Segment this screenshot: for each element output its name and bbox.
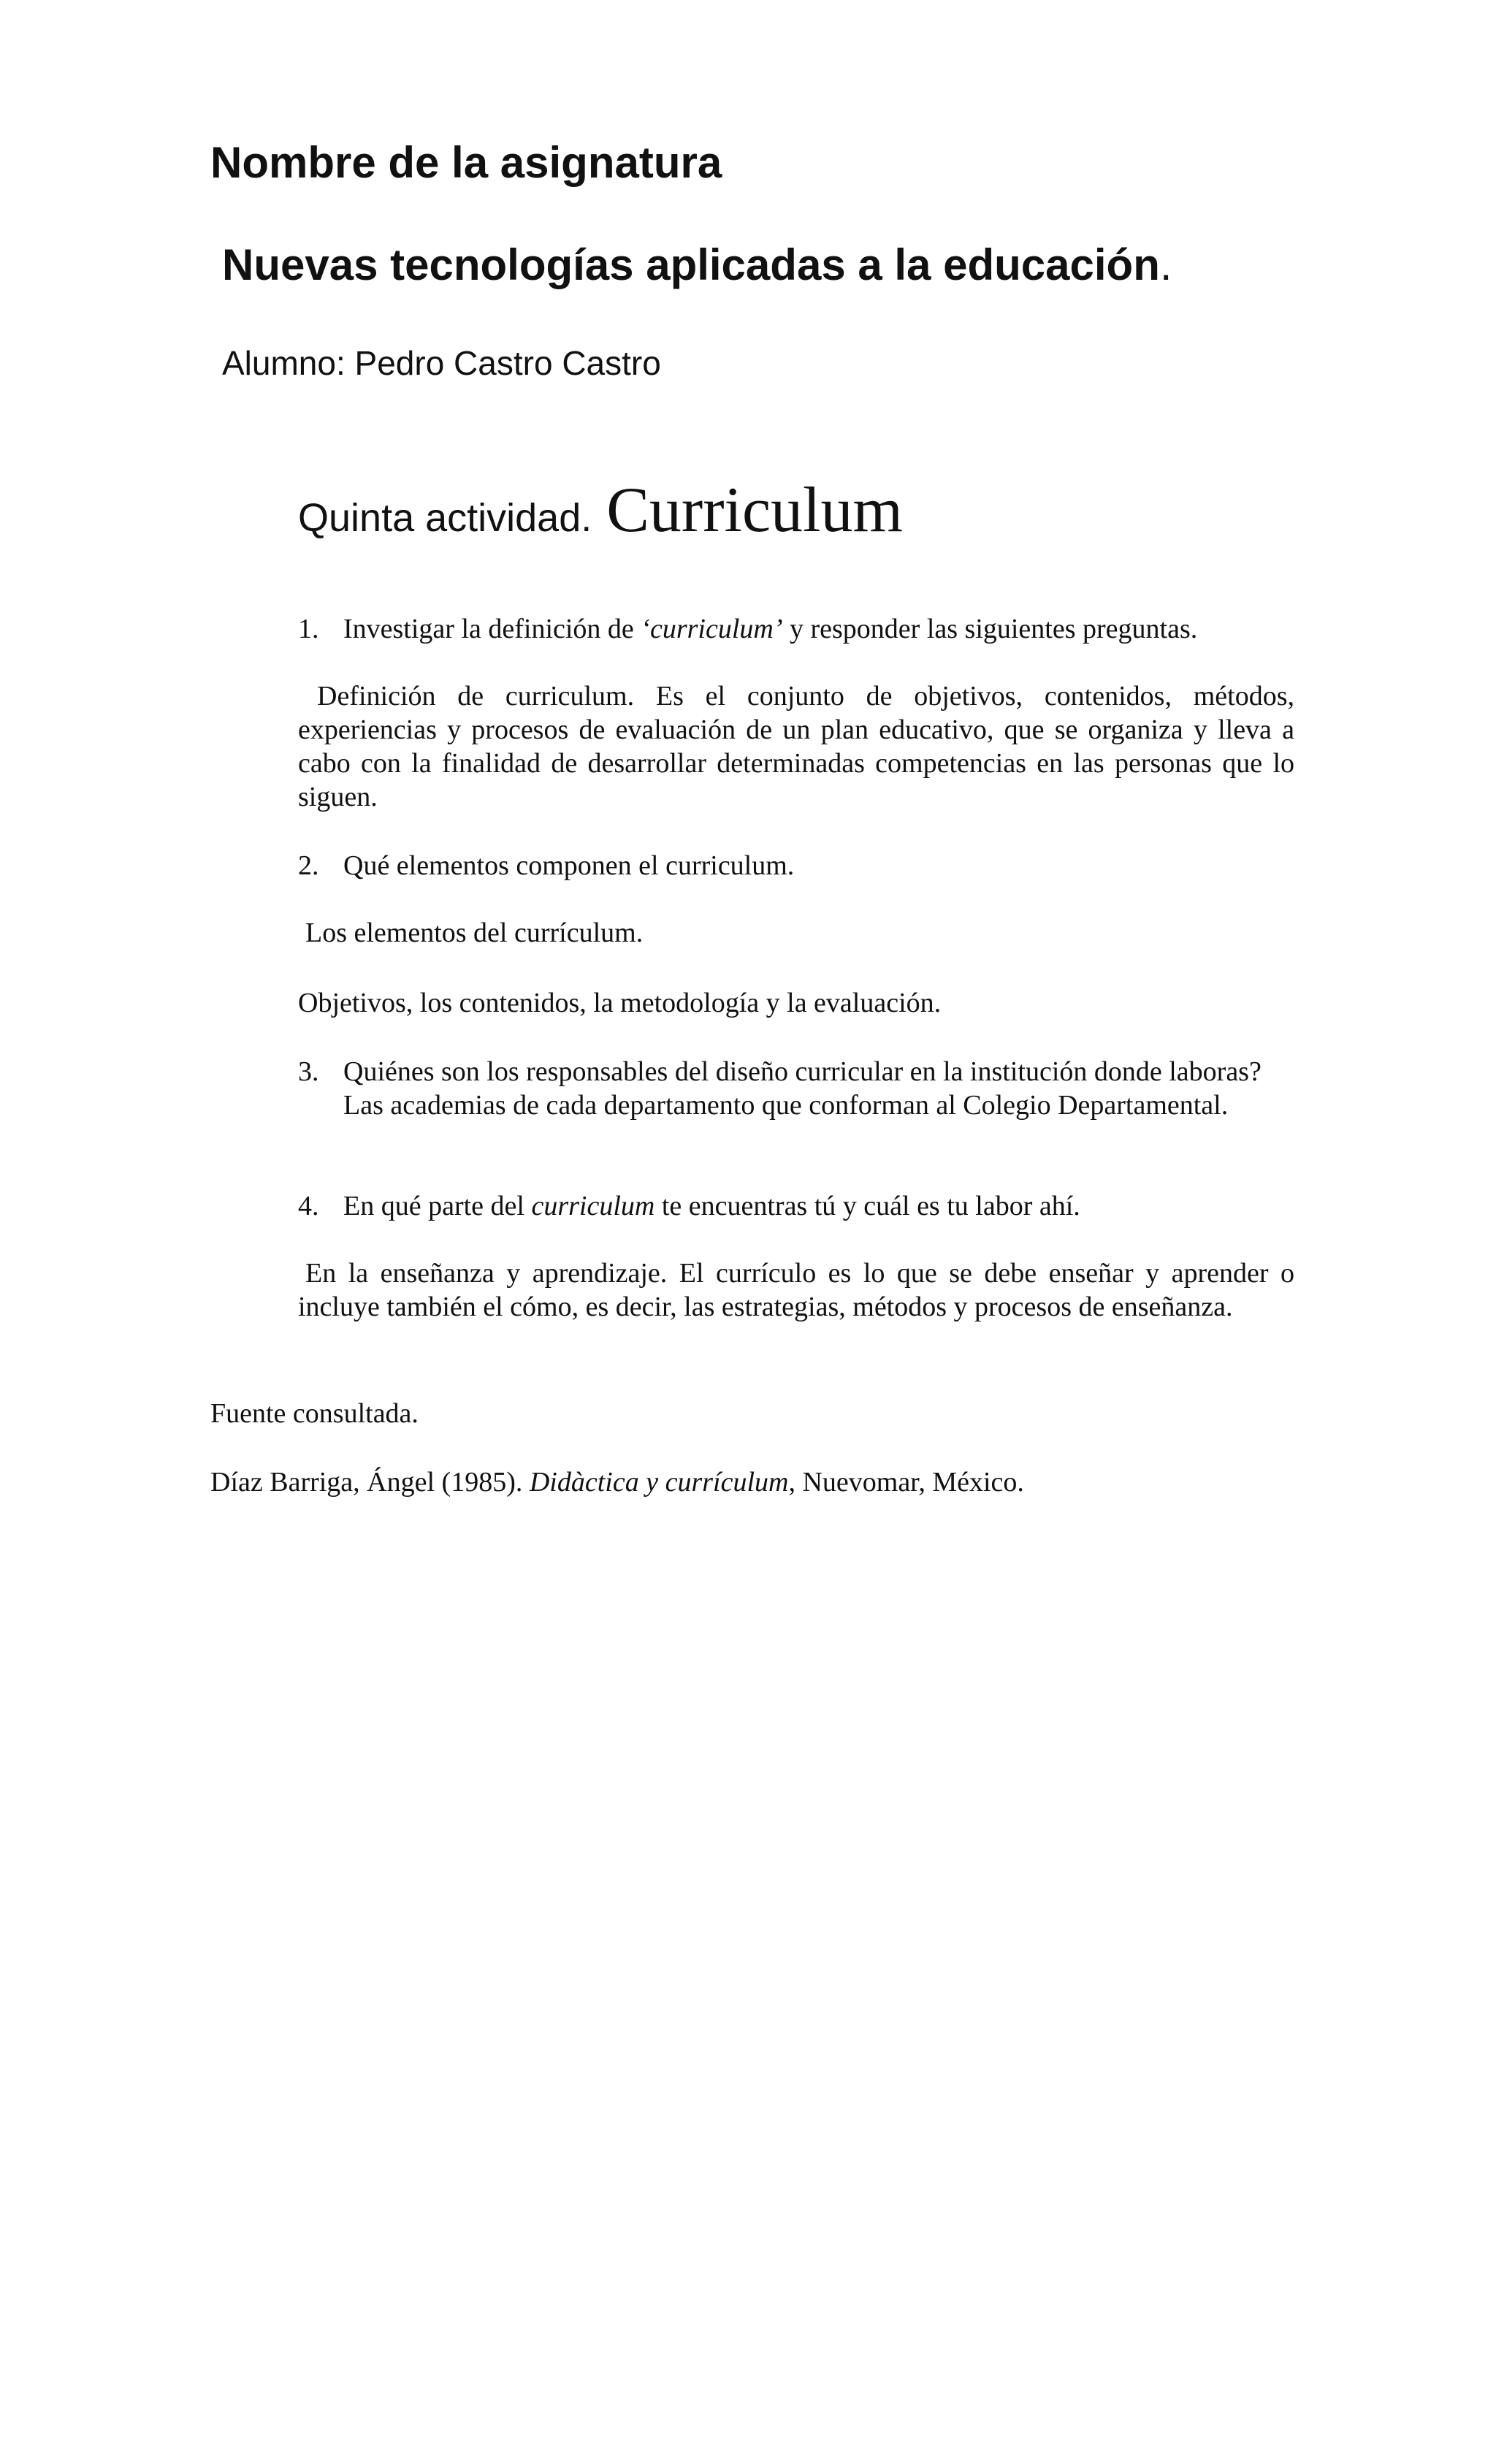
citation-author: Díaz Barriga, Ángel (1985). [210, 1467, 530, 1498]
source-citation [210, 1465, 1024, 1499]
citation-title: Didàctica y currículum [529, 1467, 789, 1498]
question-4 [298, 1189, 1294, 1223]
question-4-number: 4. [298, 1191, 319, 1221]
question-3 [298, 1055, 1294, 1122]
course-name-text: Nuevas tecnologías aplicadas a la educación [222, 240, 1160, 289]
source-heading: Fuente consultada. [210, 1398, 419, 1429]
activity-title-prefix: Quinta actividad. [298, 496, 592, 540]
question-3-text: Quiénes son los responsables del diseño curricular en la institución donde laboras? [343, 1056, 1262, 1087]
question-2-number: 2. [298, 850, 319, 881]
answer-2: Objetivos, los contenidos, la metodología y la evaluación. [298, 988, 942, 1018]
answer-4: En la enseñanza y aprendizaje. El currículo es lo que se debe enseñar y aprender o incluye también el cómo, es decir, las estrategias, métodos y procesos de enseñanza. [298, 1258, 1294, 1322]
question-1-italic: ‘curriculum’ [641, 614, 783, 644]
answer-3: Las academias de cada departamento que conforman al Colegio Departamental. [343, 1090, 1229, 1121]
question-2 [298, 849, 1294, 882]
activity-title [298, 473, 903, 547]
question-1-text-end: y responder las siguientes preguntas. [782, 614, 1198, 644]
answer-1: Definición de curriculum. Es el conjunto de objetivos, contenidos, métodos, experiencias y procesos de evaluación de un plan educativo, que se organiza y lleva a cabo con la finalidad de desarrollar determinadas competencias en las personas que lo siguen. [298, 681, 1294, 812]
question-3-number: 3. [298, 1056, 319, 1087]
question-1-number: 1. [298, 614, 319, 644]
question-1-text: Investigar la definición de [343, 614, 641, 644]
question-2-text: Qué elementos componen el curriculum. [343, 850, 795, 881]
subject-label: Nombre de la asignatura [210, 138, 722, 187]
student-name: Alumno: Pedro Castro Castro [222, 344, 661, 382]
citation-publisher: , Nuevomar, México. [788, 1467, 1024, 1498]
course-name [222, 240, 1172, 290]
course-name-period: . [1159, 240, 1172, 289]
question-4-italic: curriculum [531, 1191, 655, 1221]
question-4-text: En qué parte del [343, 1191, 532, 1221]
answer-2-heading: Los elementos del currículum. [305, 918, 644, 948]
question-1 [298, 612, 1294, 646]
question-4-text-end: te encuentras tú y cuál es tu labor ahí. [654, 1191, 1080, 1221]
activity-title-main: Curriculum [606, 475, 903, 546]
